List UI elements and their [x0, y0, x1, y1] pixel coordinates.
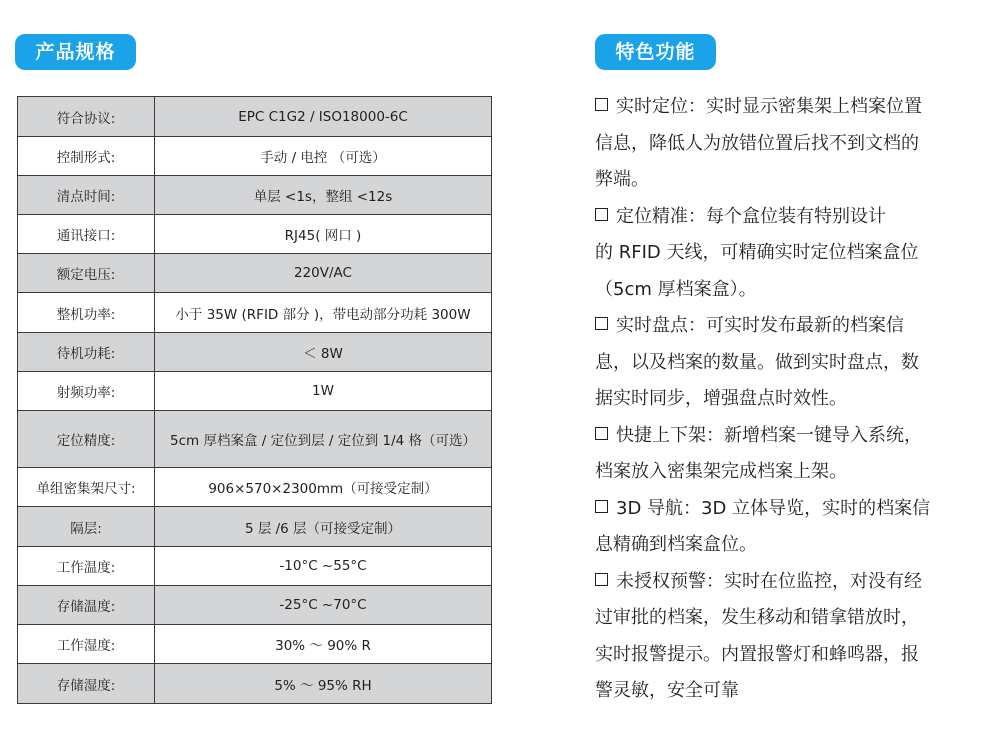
feature-text: 实时定位：实时显示密集架上档案位置: [616, 96, 922, 117]
feature-line: [595, 272, 955, 309]
spec-value: 手动 / 电控 （可选）: [155, 137, 492, 176]
spec-value: 906×570×2300mm（可接受定制）: [155, 468, 492, 507]
spec-row: [18, 411, 492, 468]
checkbox-icon: [595, 98, 608, 111]
spec-value: 5cm 厚档案盒 / 定位到层 / 定位到 1/4 格（可选）: [155, 411, 492, 468]
feature-text: 未授权预警：实时在位监控，对没有经: [616, 570, 922, 592]
spec-value: 小于 35W (RFID 部分 )，带电动部分功耗 300W: [155, 293, 492, 333]
spec-label: 定位精度:: [18, 411, 155, 468]
feature-text: （5cm 厚档案盒）。: [595, 278, 757, 300]
spec-value: 单层 <1s，整组 <12s: [155, 176, 492, 215]
feature-line: [595, 162, 955, 199]
feature-line: [595, 199, 955, 236]
feature-line: [595, 89, 955, 126]
spec-row: [18, 507, 492, 547]
spec-row: [18, 176, 492, 215]
feature-line: [595, 381, 955, 418]
spec-value: 1W: [155, 372, 492, 411]
spec-value: 220V/AC: [155, 254, 492, 293]
spec-row: [18, 293, 492, 333]
feature-text: 快捷上下架：新增档案一键导入系统，: [616, 424, 922, 446]
feature-item: [595, 308, 955, 418]
checkbox-icon: [595, 208, 608, 221]
spec-row: [18, 625, 492, 664]
product-specs-header: 产品规格: [15, 34, 136, 70]
feature-text: 警灵敏，安全可靠: [595, 680, 739, 701]
checkbox-icon: [595, 573, 608, 586]
feature-line: [595, 491, 955, 528]
feature-item: [595, 199, 955, 309]
feature-text: 的 RFID 天线，可精确实时定位档案盒位: [595, 242, 919, 263]
spec-row: [18, 372, 492, 411]
spec-value: -10°C ~55°C: [155, 547, 492, 586]
feature-item: [595, 491, 955, 564]
spec-label: 整机功率:: [18, 293, 155, 333]
spec-label: 射频功率:: [18, 372, 155, 411]
spec-row: [18, 333, 492, 372]
spec-value: 5 层 /6 层（可接受定制）: [155, 507, 492, 547]
feature-line: [595, 418, 955, 455]
spec-label: 清点时间:: [18, 176, 155, 215]
feature-text: 档案放入密集架完成档案上架。: [595, 461, 847, 482]
feature-line: [595, 600, 955, 637]
feature-text: 信息，降低人为放错位置后找不到文档的: [595, 132, 919, 154]
feature-line: [595, 308, 955, 345]
feature-line: [595, 673, 955, 710]
spec-label: 存储温度:: [18, 586, 155, 625]
feature-line: [595, 345, 955, 382]
feature-item: [595, 418, 955, 491]
spec-row: [18, 97, 492, 137]
feature-text: 据实时同步，增强盘点时效性。: [595, 388, 847, 409]
spec-label: 存储湿度:: [18, 664, 155, 704]
spec-row: [18, 547, 492, 586]
spec-value: 30% ～ 90% R: [155, 625, 492, 664]
features-header: 特色功能: [595, 34, 716, 70]
spec-value: -25°C ~70°C: [155, 586, 492, 625]
spec-label: 通讯接口:: [18, 215, 155, 254]
spec-label: 工作湿度:: [18, 625, 155, 664]
spec-value: RJ45( 网口 ): [155, 215, 492, 254]
spec-label: 待机功耗:: [18, 333, 155, 372]
feature-text: 实时盘点：可实时发布最新的档案信: [616, 315, 904, 336]
spec-value: 5% ～ 95% RH: [155, 664, 492, 704]
spec-row: [18, 664, 492, 704]
feature-text: 定位精准：每个盒位装有特别设计: [616, 205, 886, 227]
checkbox-icon: [595, 500, 608, 513]
spec-value: EPC C1G2 / ISO18000-6C: [155, 97, 492, 137]
spec-row: [18, 254, 492, 293]
checkbox-icon: [595, 427, 608, 440]
spec-row: [18, 468, 492, 507]
feature-text: 3D 导航：3D 立体导览，实时的档案信: [616, 497, 931, 519]
feature-line: [595, 637, 955, 674]
feature-item: [595, 564, 955, 710]
feature-text: 弊端。: [595, 169, 649, 190]
spec-label: 符合协议:: [18, 97, 155, 137]
feature-line: [595, 235, 955, 272]
features-list: [595, 89, 955, 710]
spec-label: 单组密集架尺寸:: [18, 468, 155, 507]
spec-row: [18, 215, 492, 254]
spec-label: 额定电压:: [18, 254, 155, 293]
feature-line: [595, 527, 955, 564]
spec-value: ＜ 8W: [155, 333, 492, 372]
feature-line: [595, 454, 955, 491]
feature-text: 息，以及档案的数量。做到实时盘点，数: [595, 351, 919, 373]
spec-row: [18, 137, 492, 176]
feature-line: [595, 126, 955, 163]
feature-text: 实时报警提示。内置报警灯和蜂鸣器，报: [595, 643, 919, 665]
feature-line: [595, 564, 955, 601]
feature-text: 息精确到档案盒位。: [595, 534, 757, 555]
spec-table: [17, 96, 492, 704]
spec-label: 隔层:: [18, 507, 155, 547]
spec-row: [18, 586, 492, 625]
spec-label: 工作温度:: [18, 547, 155, 586]
checkbox-icon: [595, 317, 608, 330]
feature-text: 过审批的档案，发生移动和错拿错放时，: [595, 607, 919, 628]
feature-item: [595, 89, 955, 199]
spec-label: 控制形式:: [18, 137, 155, 176]
